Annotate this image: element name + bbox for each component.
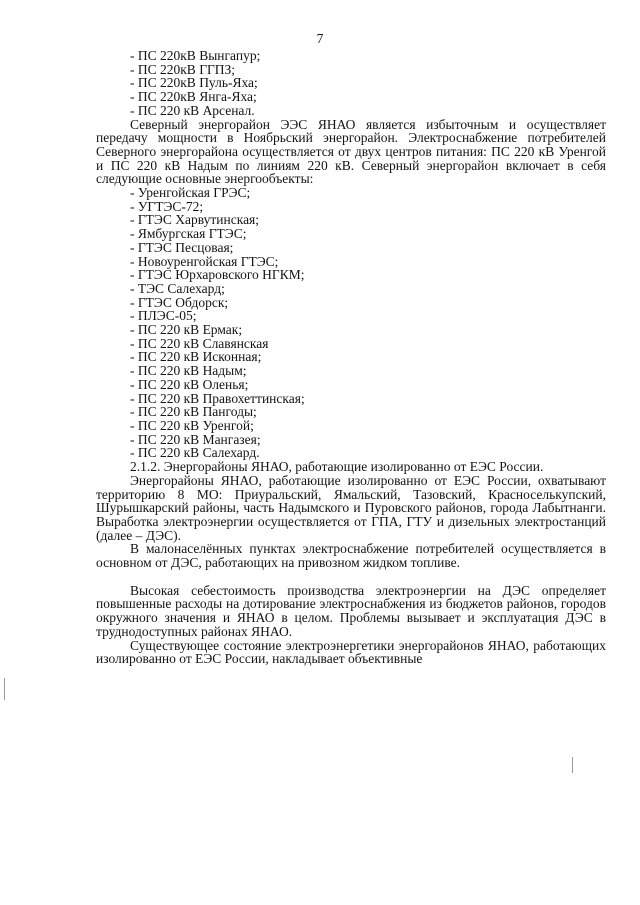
energy-object-list-item: - Ямбургская ГТЭС; xyxy=(130,226,247,242)
substation-list-item: - ПС 220кВ Пуль-Яха; xyxy=(130,75,258,91)
north-energy-objects-list xyxy=(96,186,606,460)
paragraph-diesel-cost: Высокая себестоимость производства электроэнергии на ДЭС определяет повышенные расходы на дотирование электроснабжения из бюджетов районов, городов окружного значения и ЯНАО в целом. Проблемы вызывает и эксплуатация ДЭС в труднодоступных районах ЯНАО. xyxy=(96,582,606,639)
substation-list-item: - ПС 220кВ ГГПЗ; xyxy=(130,61,236,77)
paragraph-remote-settlements: В малонаселённых пунктах электроснабжение потребителей осуществляется в основном от ДЭС, работающих на привозном жидком топливе. xyxy=(96,541,606,571)
energy-object-list-item: - ТЭС Салехард; xyxy=(130,280,225,296)
substation-list-top xyxy=(96,49,606,118)
energy-object-list-item: - ПС 220 кВ Мангазея; xyxy=(130,431,261,447)
energy-object-list-item: - УГТЭС-72; xyxy=(130,198,204,214)
document-body xyxy=(96,49,606,666)
substation-list-item: - ПС 220 кВ Арсенал. xyxy=(130,102,255,118)
energy-object-list-item: - ПС 220 кВ Славянская xyxy=(130,335,269,351)
scan-mark-left xyxy=(4,678,5,700)
energy-object-list-item: - ГТЭС Харвутинская; xyxy=(130,212,260,228)
substation-list-item: - ПС 220кВ Вынгапур; xyxy=(130,48,261,63)
energy-object-list-item: - ПЛЭС-05; xyxy=(130,308,197,324)
substation-list-item: - ПС 220кВ Янга-Яха; xyxy=(130,89,257,105)
energy-object-list-item: - ПС 220 кВ Салехард. xyxy=(130,445,260,461)
energy-object-list-item: - ПС 220 кВ Пангоды; xyxy=(130,404,257,420)
energy-object-list-item: - ПС 220 кВ Правохеттинская; xyxy=(130,390,305,406)
energy-object-list-item: - ПС 220 кВ Ермак; xyxy=(130,322,243,338)
page-number: 7 xyxy=(316,31,324,46)
paragraph-north-energy-district: Северный энергорайон ЭЭС ЯНАО является избыточным и осуществляет передачу мощности в Ноябрьский энергорайон. Электроснабжение потребителей Северного энергорайона осуществляется от двух центров питания: ПС 220 кВ Уренгой и ПС 220 кВ Надым по линиям 220 кВ. Северный энергорайон включает в себя следующие основные энергообъекты: xyxy=(96,116,606,187)
energy-object-list-item: - ПС 220 кВ Надым; xyxy=(130,363,247,379)
energy-object-list-item: - ГТЭС Юрхаровского НГКМ; xyxy=(130,267,305,283)
energy-object-list-item: - ГТЭС Песцовая; xyxy=(130,239,234,255)
energy-object-list-item: - Новоуренгойская ГТЭС; xyxy=(130,253,279,269)
paragraph-current-state: Существующее состояние электроэнергетики энергорайонов ЯНАО, работающих изолированно от ЕЭС России, накладывает объективные xyxy=(96,637,606,667)
section-heading-2-1-2: 2.1.2. Энергорайоны ЯНАО, работающие изолированно от ЕЭС России. xyxy=(130,459,544,475)
paragraph-isolated-districts: Энергорайоны ЯНАО, работающие изолированно от ЕЭС России, охватывают территорию 8 МО: Приуральский, Ямальский, Тазовский, Красноселькупский, Шурышкарский районы, часть Надымского и Пуровского районов, города Лабытнанги. Выработка электроэнергии осуществляется от ГПА, ГТУ и дизельных электростанций (далее – ДЭС). xyxy=(96,472,606,543)
energy-object-list-item: - ПС 220 кВ Уренгой; xyxy=(130,417,254,433)
scan-mark-right xyxy=(572,757,573,773)
energy-object-list-item: - ПС 220 кВ Исконная; xyxy=(130,349,262,365)
energy-object-list-item: - ГТЭС Обдорск; xyxy=(130,294,229,310)
energy-object-list-item: - ПС 220 кВ Оленья; xyxy=(130,376,249,392)
energy-object-list-item: - Уренгойская ГРЭС; xyxy=(130,185,251,201)
